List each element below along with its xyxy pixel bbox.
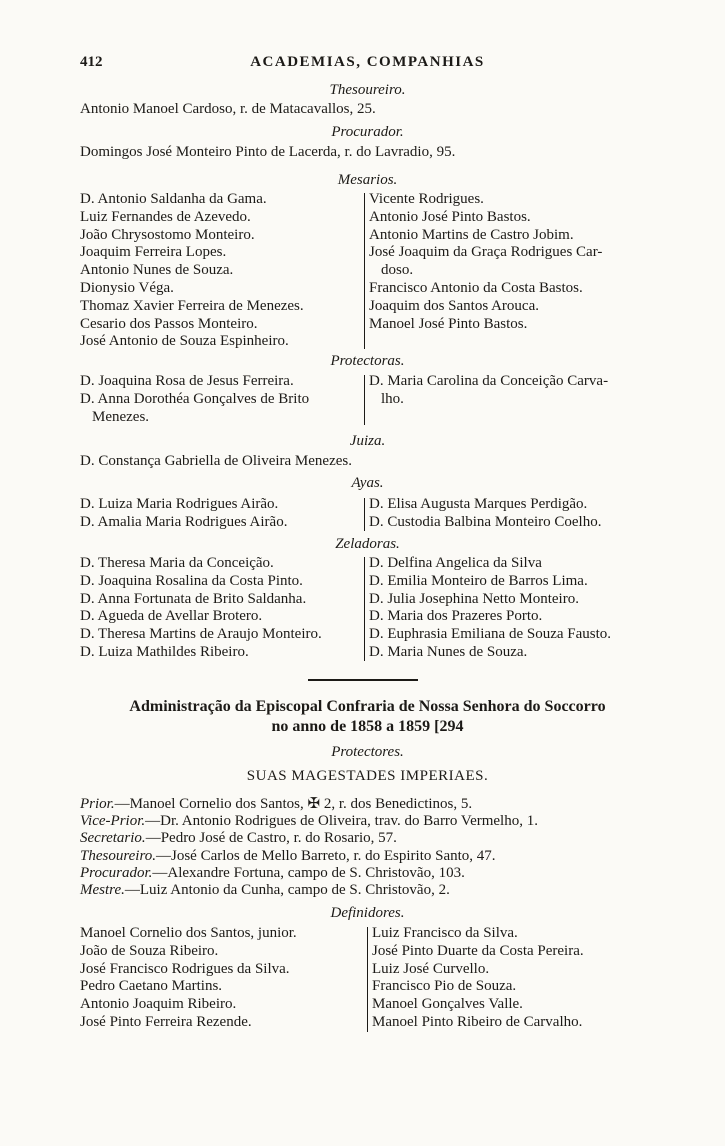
- definidores-heading: Definidores.: [330, 905, 405, 921]
- section-divider: [308, 679, 418, 681]
- officer-thesoureiro: Thesoureiro.—José Carlos de Mello Barreto, r. do Espirito Santo, 47.: [80, 848, 496, 864]
- ayas-left-column: [80, 496, 287, 532]
- majesties-line: SUAS MAGESTADES IMPERIAES.: [246, 768, 489, 784]
- list-item: D. Custodia Balbina Monteiro Coelho.: [369, 513, 602, 530]
- list-item: D. Joaquina Rosa de Jesus Ferreira.: [80, 373, 294, 389]
- column-divider: [364, 557, 365, 661]
- ayas-right-column: [369, 496, 601, 532]
- list-item: D. Luiza Mathildes Ribeiro.: [80, 643, 249, 660]
- officer-procurador: Procurador.—Alexandre Fortuna, campo de S. Christovão, 103.: [80, 865, 465, 881]
- list-item: D. Anna Dorothéa Gonçalves de Brito: [80, 390, 310, 407]
- list-item: D. Emilia Monteiro de Barros Lima.: [369, 572, 588, 589]
- zeladoras-left-column: [80, 555, 322, 662]
- list-item: D. Amalia Maria Rodrigues Airão.: [80, 513, 288, 530]
- protectoras-right-column: [369, 373, 608, 409]
- list-item: José Antonio de Souza Espinheiro.: [80, 333, 289, 350]
- list-item: lho.: [381, 390, 404, 407]
- list-item: Antonio José Pinto Bastos.: [369, 208, 531, 225]
- ayas-heading: Ayas.: [351, 475, 384, 491]
- list-item: doso.: [381, 262, 414, 279]
- list-item: Antonio Nunes de Souza.: [80, 262, 234, 279]
- list-item: José Pinto Ferreira Rezende.: [80, 1013, 252, 1030]
- list-item: Manoel Pinto Ribeiro de Carvalho.: [372, 1013, 583, 1030]
- list-item: Cesario dos Passos Monteiro.: [80, 315, 258, 332]
- list-item: D. Luiza Maria Rodrigues Airão.: [80, 496, 279, 512]
- definidores-left-column: [80, 925, 297, 1032]
- mesarios-right-column: [369, 191, 602, 333]
- procurador-heading: Procurador.: [331, 124, 404, 140]
- procurador-entry: Domingos José Monteiro Pinto de Lacerda, r. do Lavradio, 95.: [80, 144, 456, 160]
- list-item: José Pinto Duarte da Costa Pereira.: [372, 942, 584, 959]
- list-item: Thomaz Xavier Ferreira de Menezes.: [80, 297, 304, 314]
- list-item: D. Agueda de Avellar Brotero.: [80, 608, 263, 625]
- list-item: Pedro Caetano Martins.: [80, 978, 223, 995]
- list-item: Luiz José Curvello.: [372, 960, 490, 977]
- column-divider: [367, 927, 368, 1032]
- thesoureiro-heading: Thesoureiro.: [329, 82, 406, 98]
- list-item: Menezes.: [92, 408, 150, 425]
- page-number: 412: [80, 54, 103, 70]
- list-item: Antonio Joaquim Ribeiro.: [80, 996, 237, 1013]
- section-title: Administração da Episcopal Confraria de Nossa Senhora do Soccorro: [129, 698, 606, 715]
- section-subtitle: no anno de 1858 a 1859 [294: [271, 718, 464, 735]
- list-item: D. Julia Josephina Netto Monteiro.: [369, 590, 579, 607]
- list-item: Luiz Francisco da Silva.: [372, 925, 518, 941]
- list-item: Joaquim dos Santos Arouca.: [369, 297, 539, 314]
- list-item: D. Delfina Angelica da Silva: [369, 555, 542, 571]
- list-item: D. Elisa Augusta Marques Perdigão.: [369, 496, 588, 512]
- definidores-right-column: [372, 925, 584, 1032]
- column-divider: [364, 193, 365, 349]
- running-title: ACADEMIAS, COMPANHIAS: [250, 54, 485, 70]
- list-item: Manoel José Pinto Bastos.: [369, 315, 528, 332]
- officer-mestre: Mestre.—Luiz Antonio da Cunha, campo de S. Christovão, 2.: [80, 882, 450, 898]
- list-item: Francisco Pio de Souza.: [372, 978, 517, 995]
- list-item: Francisco Antonio da Costa Bastos.: [369, 279, 583, 296]
- list-item: João Chrysostomo Monteiro.: [80, 226, 255, 243]
- list-item: D. Euphrasia Emiliana de Souza Fausto.: [369, 626, 612, 643]
- officer-vice-prior: Vice-Prior.—Dr. Antonio Rodrigues de Oliveira, trav. do Barro Vermelho, 1.: [80, 813, 538, 829]
- list-item: Vicente Rodrigues.: [369, 191, 484, 207]
- list-item: João de Souza Ribeiro.: [80, 942, 219, 959]
- list-item: D. Theresa Martins de Araujo Monteiro.: [80, 626, 322, 643]
- protectoras-left-column: [80, 373, 309, 426]
- list-item: D. Maria dos Prazeres Porto.: [369, 608, 543, 625]
- mesarios-heading: Mesarios.: [337, 172, 398, 188]
- list-item: Antonio Martins de Castro Jobim.: [369, 226, 574, 243]
- zeladoras-right-column: [369, 555, 611, 662]
- list-item: Joaquim Ferreira Lopes.: [80, 244, 227, 261]
- thesoureiro-entry: Antonio Manoel Cardoso, r. de Matacavallos, 25.: [80, 101, 376, 117]
- list-item: D. Antonio Saldanha da Gama.: [80, 191, 267, 207]
- list-item: Dionysio Véga.: [80, 279, 174, 296]
- mesarios-left-column: [80, 191, 304, 351]
- zeladoras-heading: Zeladoras.: [335, 536, 400, 552]
- officer-prior: Prior.—Manoel Cornelio dos Santos, ✠ 2, r. dos Benedictinos, 5.: [80, 796, 473, 812]
- column-divider: [364, 498, 365, 531]
- protectoras-heading: Protectoras.: [330, 353, 405, 369]
- list-item: Manoel Cornelio dos Santos, junior.: [80, 925, 297, 941]
- list-item: D. Anna Fortunata de Brito Saldanha.: [80, 590, 307, 607]
- list-item: D. Maria Nunes de Souza.: [369, 643, 528, 660]
- protectores-heading: Protectores.: [331, 744, 404, 760]
- page-header: [80, 54, 655, 76]
- list-item: D. Theresa Maria da Conceição.: [80, 555, 274, 571]
- juiza-entry: D. Constança Gabriella de Oliveira Menezes.: [80, 453, 352, 469]
- list-item: José Francisco Rodrigues da Silva.: [80, 960, 290, 977]
- list-item: Luiz Fernandes de Azevedo.: [80, 208, 251, 225]
- list-item: José Joaquim da Graça Rodrigues Car-: [369, 244, 603, 261]
- list-item: D. Joaquina Rosalina da Costa Pinto.: [80, 572, 303, 589]
- officer-secretario: Secretario.—Pedro José de Castro, r. do Rosario, 57.: [80, 830, 397, 846]
- juiza-heading: Juiza.: [349, 433, 386, 449]
- list-item: Manoel Gonçalves Valle.: [372, 996, 523, 1013]
- column-divider: [364, 375, 365, 425]
- list-item: D. Maria Carolina da Conceição Carva-: [369, 373, 609, 389]
